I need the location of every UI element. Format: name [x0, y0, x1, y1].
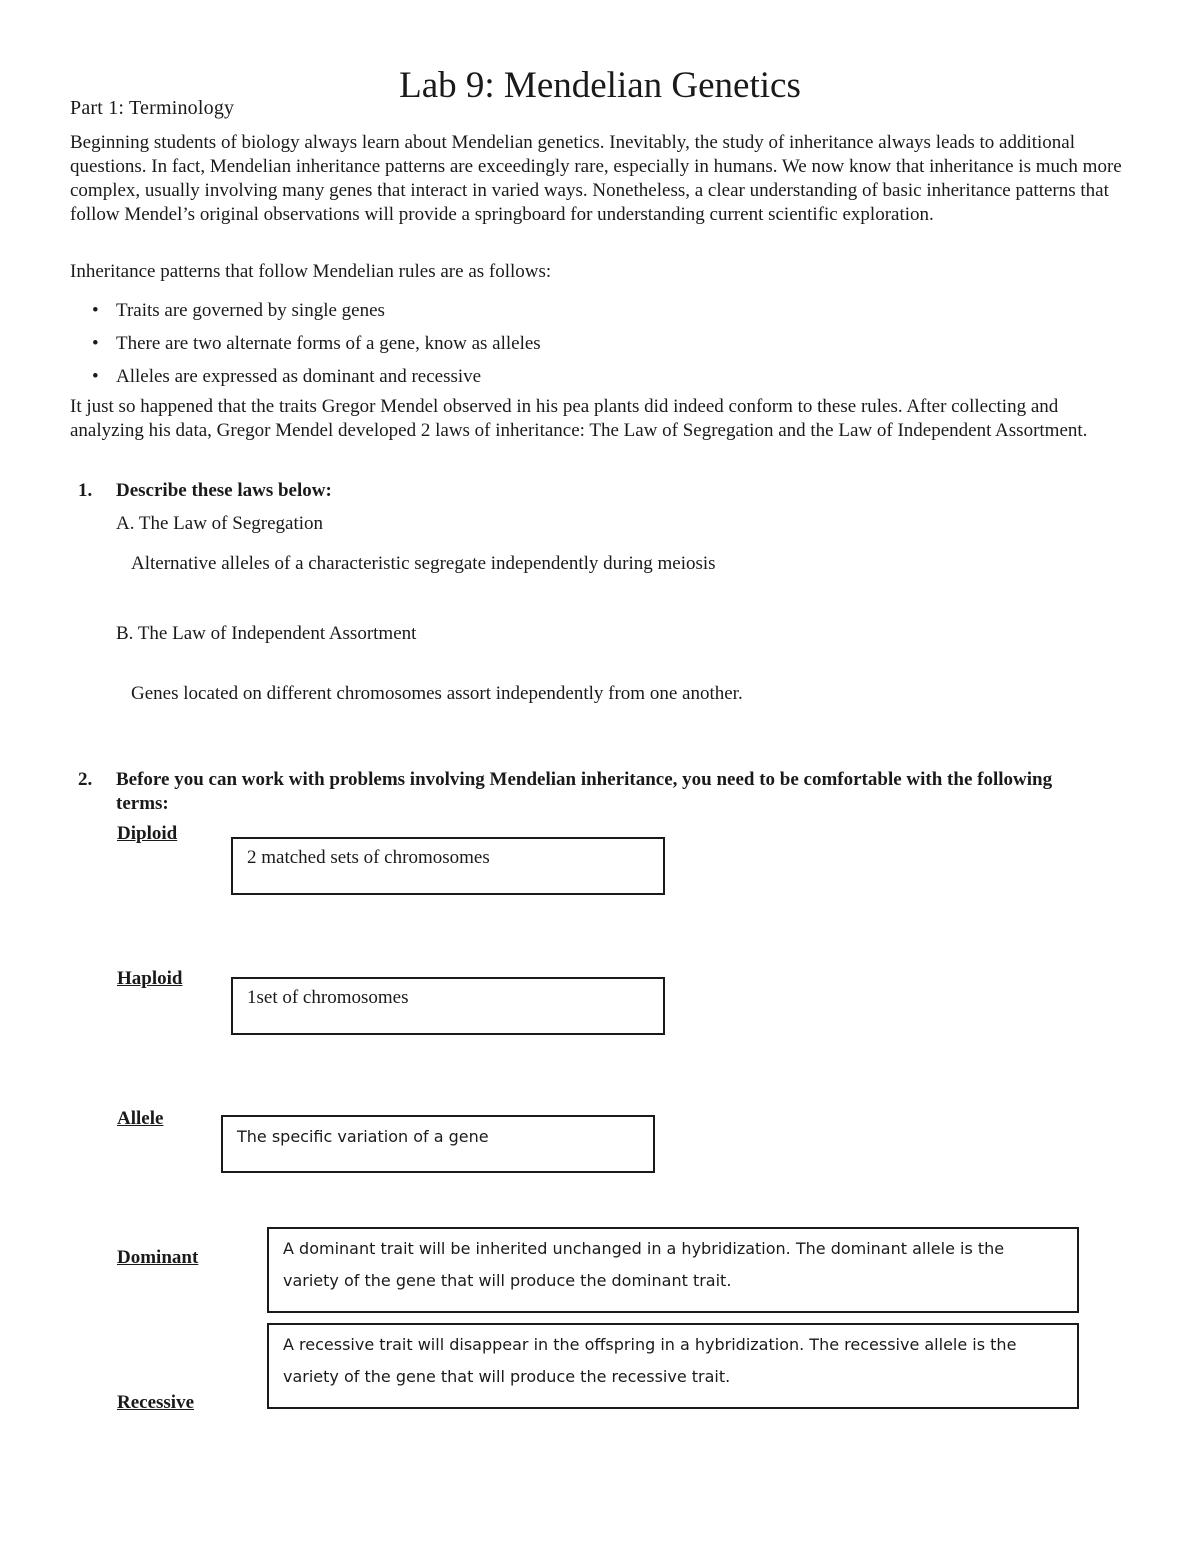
diploid-answer: 2 matched sets of chromosomes	[247, 847, 490, 868]
term-dominant-label: Dominant	[117, 1247, 199, 1268]
question-2-number: 2.	[78, 769, 93, 790]
allele-answer: The specific variation of a gene	[237, 1127, 489, 1146]
list-item: • Traits are governed by single genes	[92, 300, 385, 321]
dominant-answer: A dominant trait will be inherited unchanged in a hybridization. The dominant allele is the variety of the gene that will produce the dominant trait.	[283, 1239, 1005, 1290]
intro-text: Beginning students of biology always learn about Mendelian genetics. Inevitably, the study of inheritance always leads to additional questions. In fact, Mendelian inheritance patterns are exceedingly rare, especially in humans. We now know that inheritance is much more complex, usually involving many genes that interact in varied ways. Nonetheless, a clear understanding of basic inheritance patterns that follow Mendel’s original observations will provide a springboard for understanding current scientific exploration.	[70, 132, 1122, 225]
term-haploid-label: Haploid	[117, 968, 183, 989]
term-recessive-label: Recessive	[117, 1392, 195, 1413]
part-heading: Part 1: Terminology	[70, 97, 235, 119]
question-2-text: Before you can work with problems involving Mendelian inheritance, you need to be comfortable with the following terms:	[116, 769, 1053, 814]
intro-paragraph	[70, 131, 1130, 227]
dominant-answer-box[interactable]	[267, 1227, 1079, 1313]
question-1-text: Describe these laws below:	[116, 480, 332, 501]
page-title: Lab 9: Mendelian Genetics	[399, 65, 801, 106]
law-b-answer: Genes located on different chromosomes assort independently from one another.	[131, 683, 743, 704]
recessive-answer: A recessive trait will disappear in the offspring in a hybridization. The recessive allele is the variety of the gene that will produce the recessive trait.	[283, 1335, 1017, 1386]
recessive-answer-box[interactable]	[267, 1323, 1079, 1409]
haploid-answer-box[interactable]	[231, 977, 665, 1035]
question-1-number: 1.	[78, 480, 93, 501]
law-a-label: A. The Law of Segregation	[116, 513, 324, 534]
term-diploid-label: Diploid	[117, 823, 178, 844]
term-allele-label: Allele	[117, 1108, 164, 1129]
question-2	[78, 768, 1108, 816]
list-item: • There are two alternate forms of a gene, know as alleles	[92, 333, 541, 354]
mendel-paragraph: It just so happened that the traits Gregor Mendel observed in his pea plants did indeed conform to these rules. After collecting and analyzing his data, Gregor Mendel developed 2 laws of inheritance: The Law of Segregation and the Law of Independent Assortment.	[70, 396, 1088, 441]
rules-intro: Inheritance patterns that follow Mendelian rules are as follows:	[70, 261, 552, 282]
rules-list	[92, 294, 541, 393]
law-a-answer: Alternative alleles of a characteristic segregate independently during meiosis	[131, 553, 716, 574]
law-b-label: B. The Law of Independent Assortment	[116, 623, 417, 644]
question-1	[78, 479, 332, 503]
list-item: • Alleles are expressed as dominant and recessive	[92, 366, 482, 387]
haploid-answer: 1set of chromosomes	[247, 987, 409, 1008]
diploid-answer-box[interactable]	[231, 837, 665, 895]
allele-answer-box[interactable]	[221, 1115, 655, 1173]
